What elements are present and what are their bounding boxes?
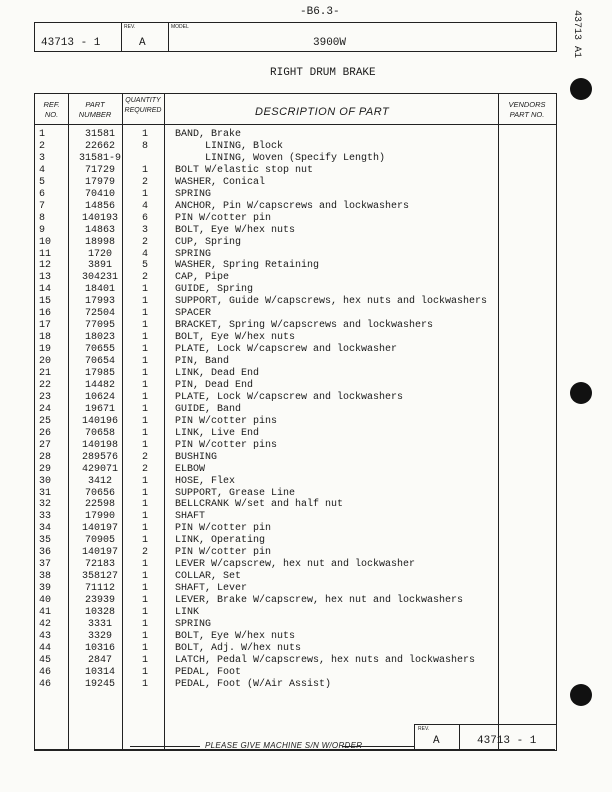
- quantity-cell: 2: [141, 463, 148, 475]
- quantity-cell: 1: [141, 308, 148, 320]
- table-row: [35, 296, 498, 308]
- description-cell: BRACKET, Spring W/capscrews and lockwashers: [175, 320, 434, 332]
- table-row: [35, 523, 498, 535]
- ref-cell: 3: [39, 152, 46, 164]
- description-cell: SHAFT, Lever: [175, 583, 248, 595]
- ref-cell: 36: [39, 547, 52, 559]
- table-row: [35, 189, 498, 201]
- description-cell: ELBOW: [175, 463, 206, 475]
- part-number-cell: 140198: [81, 439, 118, 451]
- description-cell: SUPPORT, Grease Line: [175, 487, 296, 499]
- ref-cell: 35: [39, 535, 52, 547]
- description-cell: CAP, Pipe: [175, 272, 230, 284]
- part-number-cell: 17993: [84, 296, 115, 308]
- table-row: [35, 237, 498, 249]
- description-cell: LINK: [175, 607, 200, 618]
- ref-cell: 13: [39, 272, 52, 284]
- part-number-cell: 18998: [84, 236, 115, 248]
- footer-rev-label: REV.: [418, 726, 430, 732]
- quantity-cell: 1: [141, 607, 148, 618]
- description-cell: LINING, Woven (Specify Length): [175, 152, 386, 164]
- quantity-cell: 1: [141, 129, 148, 140]
- part-number-cell: 70905: [84, 535, 115, 547]
- quantity-cell: 2: [141, 272, 148, 284]
- quantity-cell: 1: [141, 379, 148, 391]
- description-cell: BOLT W/elastic stop nut: [175, 164, 314, 176]
- description-cell: BUSHING: [175, 451, 218, 463]
- footer-rev-value: A: [433, 735, 440, 747]
- quantity-cell: 1: [141, 523, 148, 535]
- part-number-cell: 304231: [81, 272, 118, 284]
- table-row: [35, 547, 498, 559]
- part-number-cell: 2847: [87, 654, 112, 666]
- ref-cell: 37: [39, 559, 52, 571]
- table-row: [35, 153, 498, 165]
- quantity-column-header: QUANTITY REQUIRED: [124, 97, 162, 114]
- description-cell: LEVER, Brake W/capscrew, hex nut and lockwashers: [175, 595, 464, 607]
- table-row: [35, 476, 498, 488]
- table-row: [35, 260, 498, 272]
- table-row: [35, 392, 498, 404]
- description-cell: SPRING: [175, 618, 212, 630]
- quantity-cell: 1: [141, 642, 148, 654]
- ref-cell: 38: [39, 571, 52, 583]
- table-row: [35, 655, 498, 667]
- table-row: [35, 535, 498, 547]
- part-number-cell: 71112: [84, 583, 115, 595]
- part-number-cell: 10328: [84, 607, 115, 618]
- table-row: [35, 356, 498, 368]
- description-cell: WASHER, Conical: [175, 176, 266, 188]
- description-cell: PIN W/cotter pin: [175, 547, 272, 559]
- quantity-cell: 1: [141, 487, 148, 499]
- part-number-cell: 31581-9: [78, 152, 121, 164]
- table-row: [35, 201, 498, 213]
- table-row: [35, 679, 498, 691]
- quantity-cell: 1: [141, 559, 148, 571]
- description-cell: PIN W/cotter pins: [175, 439, 278, 451]
- table-row: [35, 511, 498, 523]
- quantity-cell: 2: [141, 236, 148, 248]
- table-row: [35, 416, 498, 428]
- quantity-cell: 1: [141, 499, 148, 511]
- ref-cell: 15: [39, 296, 52, 308]
- quantity-cell: 1: [141, 344, 148, 356]
- table-row: [35, 368, 498, 380]
- table-row: [35, 452, 498, 464]
- ref-cell: 26: [39, 427, 52, 439]
- footer-note: PLEASE GIVE MACHINE S/N W/ORDER: [205, 741, 363, 750]
- ref-cell: 42: [39, 618, 52, 630]
- ref-cell: 29: [39, 463, 52, 475]
- ref-cell: 10: [39, 236, 52, 248]
- ref-cell: 14: [39, 284, 52, 296]
- ref-cell: 23: [39, 391, 52, 403]
- document-header: [34, 22, 557, 52]
- part-number-cell: 31581: [84, 129, 115, 140]
- part-number-cell: 18401: [84, 284, 115, 296]
- table-row: [35, 607, 498, 619]
- part-number-cell: 70658: [84, 427, 115, 439]
- ref-cell: 43: [39, 630, 52, 642]
- ref-cell: 28: [39, 451, 52, 463]
- quantity-cell: 1: [141, 356, 148, 368]
- description-cell: SUPPORT, Guide W/capscrews, hex nuts and lockwashers: [175, 296, 488, 308]
- quantity-cell: 4: [141, 248, 148, 260]
- quantity-cell: 4: [141, 200, 148, 212]
- binder-hole-icon: [570, 684, 592, 706]
- ref-cell: 27: [39, 439, 52, 451]
- part-number-cell: 77095: [84, 320, 115, 332]
- description-cell: LEVER W/capscrew, hex nut and lockwasher: [175, 559, 416, 571]
- vendors-column-header: VENDORS PART NO.: [508, 100, 546, 119]
- part-number-cell: 358127: [81, 571, 118, 583]
- description-cell: CUP, Spring: [175, 236, 242, 248]
- description-cell: PIN W/cotter pins: [175, 415, 278, 427]
- ref-cell: 46: [39, 678, 52, 690]
- ref-cell: 22: [39, 379, 52, 391]
- description-cell: SPACER: [175, 308, 212, 320]
- description-cell: PIN W/cotter pin: [175, 212, 272, 224]
- quantity-cell: 1: [141, 511, 148, 523]
- side-document-code: 43713 A1: [571, 10, 582, 59]
- part-number-cell: 22598: [84, 499, 115, 511]
- table-row: [35, 249, 498, 261]
- description-cell: BOLT, Eye W/hex nuts: [175, 630, 296, 642]
- table-row: [35, 440, 498, 452]
- footer-rev-box: [414, 724, 557, 750]
- ref-cell: 16: [39, 308, 52, 320]
- quantity-cell: 2: [141, 547, 148, 559]
- table-row: [35, 643, 498, 655]
- quantity-cell: 5: [141, 260, 148, 272]
- description-cell: GUIDE, Spring: [175, 284, 254, 296]
- part-number-cell: 70654: [84, 356, 115, 368]
- description-cell: HOSE, Flex: [175, 475, 236, 487]
- description-cell: BAND, Brake: [175, 129, 242, 140]
- description-cell: LATCH, Pedal W/capscrews, hex nuts and lockwashers: [175, 654, 476, 666]
- page-reference: -B6.3-: [300, 6, 340, 18]
- table-row: [35, 464, 498, 476]
- part-number-cell: 3891: [87, 260, 112, 272]
- ref-cell: 46: [39, 666, 52, 678]
- model-label: MODEL: [171, 24, 189, 30]
- quantity-cell: 1: [141, 164, 148, 176]
- ref-cell: 24: [39, 403, 52, 415]
- description-cell: BOLT, Eye W/hex nuts: [175, 224, 296, 236]
- document-number: 43713 - 1: [41, 37, 101, 49]
- part-number-cell: 23939: [84, 595, 115, 607]
- quantity-cell: 1: [141, 666, 148, 678]
- part-number-cell: 429071: [81, 463, 118, 475]
- ref-cell: 8: [39, 212, 46, 224]
- description-cell: WASHER, Spring Retaining: [175, 260, 320, 272]
- footer-document-number: 43713 - 1: [477, 735, 537, 747]
- ref-cell: 39: [39, 583, 52, 595]
- quantity-cell: 1: [141, 475, 148, 487]
- ref-cell: 12: [39, 260, 52, 272]
- ref-cell: 20: [39, 356, 52, 368]
- binder-hole-icon: [570, 78, 592, 100]
- part-number-cell: 14482: [84, 379, 115, 391]
- quantity-cell: 1: [141, 583, 148, 595]
- quantity-cell: 1: [141, 535, 148, 547]
- part-number-cell: 140197: [81, 523, 118, 535]
- ref-cell: 5: [39, 176, 46, 188]
- description-cell: BOLT, Eye W/hex nuts: [175, 332, 296, 344]
- ref-cell: 41: [39, 607, 52, 618]
- ref-cell: 4: [39, 164, 46, 176]
- quantity-cell: 1: [141, 368, 148, 379]
- quantity-cell: 1: [141, 439, 148, 451]
- ref-column-header: REF. NO.: [43, 100, 60, 119]
- parts-table: [34, 93, 557, 751]
- table-row: [35, 284, 498, 296]
- table-row: [35, 631, 498, 643]
- ref-cell: 1: [39, 129, 46, 140]
- table-row: [35, 129, 498, 141]
- description-cell: GUIDE, Band: [175, 403, 242, 415]
- quantity-cell: 3: [141, 224, 148, 236]
- ref-cell: 18: [39, 332, 52, 344]
- table-row: [35, 488, 498, 500]
- description-cell: SPRING: [175, 248, 212, 260]
- ref-cell: 6: [39, 188, 46, 200]
- part-number-cell: 17985: [84, 368, 115, 379]
- ref-cell: 9: [39, 224, 46, 236]
- table-row: [35, 332, 498, 344]
- part-number-cell: 70410: [84, 188, 115, 200]
- ref-cell: 34: [39, 523, 52, 535]
- part-number-cell: 14856: [84, 200, 115, 212]
- description-cell: PLATE, Lock W/capscrew and lockwashers: [175, 391, 404, 403]
- description-cell: ANCHOR, Pin W/capscrews and lockwashers: [175, 200, 410, 212]
- rev-value: A: [139, 37, 146, 49]
- part-number-cell: 17990: [84, 511, 115, 523]
- table-row: [35, 571, 498, 583]
- rev-label: REV.: [124, 24, 136, 30]
- table-row: [35, 619, 498, 631]
- table-row: [35, 141, 498, 153]
- quantity-cell: 1: [141, 595, 148, 607]
- part-number-cell: 140193: [81, 212, 118, 224]
- quantity-cell: 1: [141, 188, 148, 200]
- part-number-cell: 140196: [81, 415, 118, 427]
- part-number-cell: 70655: [84, 344, 115, 356]
- description-cell: PIN, Band: [175, 356, 230, 368]
- table-row: [35, 667, 498, 679]
- quantity-cell: 1: [141, 415, 148, 427]
- table-row: [35, 404, 498, 416]
- description-cell: SPRING: [175, 188, 212, 200]
- part-number-cell: 1720: [87, 248, 112, 260]
- ref-cell: 25: [39, 415, 52, 427]
- quantity-cell: 8: [141, 140, 148, 152]
- description-cell: PIN W/cotter pin: [175, 523, 272, 535]
- quantity-cell: 1: [141, 571, 148, 583]
- description-cell: LINK, Operating: [175, 535, 266, 547]
- part-number-cell: 70656: [84, 487, 115, 499]
- quantity-cell: 1: [141, 320, 148, 332]
- description-cell: BELLCRANK W/set and half nut: [175, 499, 344, 511]
- part-number-cell: 140197: [81, 547, 118, 559]
- part-number-cell: 71729: [84, 164, 115, 176]
- description-column-header: DESCRIPTION OF PART: [255, 106, 390, 118]
- part-number-cell: 17979: [84, 176, 115, 188]
- part-number-cell: 22662: [84, 140, 115, 152]
- ref-cell: 11: [39, 248, 52, 260]
- quantity-cell: 6: [141, 212, 148, 224]
- quantity-cell: 2: [141, 451, 148, 463]
- quantity-cell: 2: [141, 176, 148, 188]
- part-number-cell: 19245: [84, 678, 115, 690]
- part-number-cell: 72183: [84, 559, 115, 571]
- part-number-cell: 3331: [87, 618, 112, 630]
- ref-cell: 7: [39, 200, 46, 212]
- table-row: [35, 177, 498, 189]
- description-cell: COLLAR, Set: [175, 571, 242, 583]
- description-cell: BOLT, Adj. W/hex nuts: [175, 642, 302, 654]
- ref-cell: 44: [39, 642, 52, 654]
- part-number-cell: 10316: [84, 642, 115, 654]
- description-cell: PEDAL, Foot: [175, 666, 242, 678]
- description-cell: LINK, Live End: [175, 427, 260, 439]
- ref-cell: 19: [39, 344, 52, 356]
- table-row: [35, 165, 498, 177]
- quantity-cell: 1: [141, 618, 148, 630]
- table-row: [35, 308, 498, 320]
- description-cell: PEDAL, Foot (W/Air Assist): [175, 678, 332, 690]
- quantity-cell: 1: [141, 678, 148, 690]
- part-number-cell: 19671: [84, 403, 115, 415]
- quantity-cell: 1: [141, 332, 148, 344]
- description-cell: PLATE, Lock W/capscrew and lockwasher: [175, 344, 398, 356]
- description-cell: LINING, Block: [175, 140, 284, 152]
- ref-cell: 32: [39, 499, 52, 511]
- quantity-cell: 1: [141, 654, 148, 666]
- part-column-header: PART NUMBER: [78, 100, 112, 119]
- table-row: [35, 595, 498, 607]
- quantity-cell: 1: [141, 403, 148, 415]
- part-number-cell: 289576: [81, 451, 118, 463]
- quantity-cell: 1: [141, 391, 148, 403]
- table-row: [35, 583, 498, 595]
- part-number-cell: 14863: [84, 224, 115, 236]
- quantity-cell: 1: [141, 284, 148, 296]
- ref-cell: 40: [39, 595, 52, 607]
- table-row: [35, 344, 498, 356]
- table-row: [35, 559, 498, 571]
- ref-cell: 33: [39, 511, 52, 523]
- quantity-cell: 1: [141, 296, 148, 308]
- part-number-cell: 3412: [87, 475, 112, 487]
- table-row: [35, 320, 498, 332]
- table-row: [35, 428, 498, 440]
- part-number-cell: 18023: [84, 332, 115, 344]
- quantity-cell: 1: [141, 427, 148, 439]
- ref-cell: 17: [39, 320, 52, 332]
- ref-cell: 31: [39, 487, 52, 499]
- table-row: [35, 225, 498, 237]
- part-number-cell: 3329: [87, 630, 112, 642]
- table-row: [35, 213, 498, 225]
- description-cell: LINK, Dead End: [175, 368, 260, 379]
- page-title: RIGHT DRUM BRAKE: [270, 67, 376, 79]
- table-row: [35, 272, 498, 284]
- binder-hole-icon: [570, 382, 592, 404]
- quantity-cell: 1: [141, 630, 148, 642]
- table-row: [35, 499, 498, 511]
- ref-cell: 2: [39, 140, 46, 152]
- part-number-cell: 72504: [84, 308, 115, 320]
- part-number-cell: 10624: [84, 391, 115, 403]
- table-row: [35, 380, 498, 392]
- model-value: 3900W: [313, 37, 347, 49]
- ref-cell: 45: [39, 654, 52, 666]
- ref-cell: 21: [39, 368, 52, 379]
- ref-cell: 30: [39, 475, 52, 487]
- description-cell: PIN, Dead End: [175, 379, 254, 391]
- part-number-cell: 10314: [84, 666, 115, 678]
- description-cell: SHAFT: [175, 511, 206, 523]
